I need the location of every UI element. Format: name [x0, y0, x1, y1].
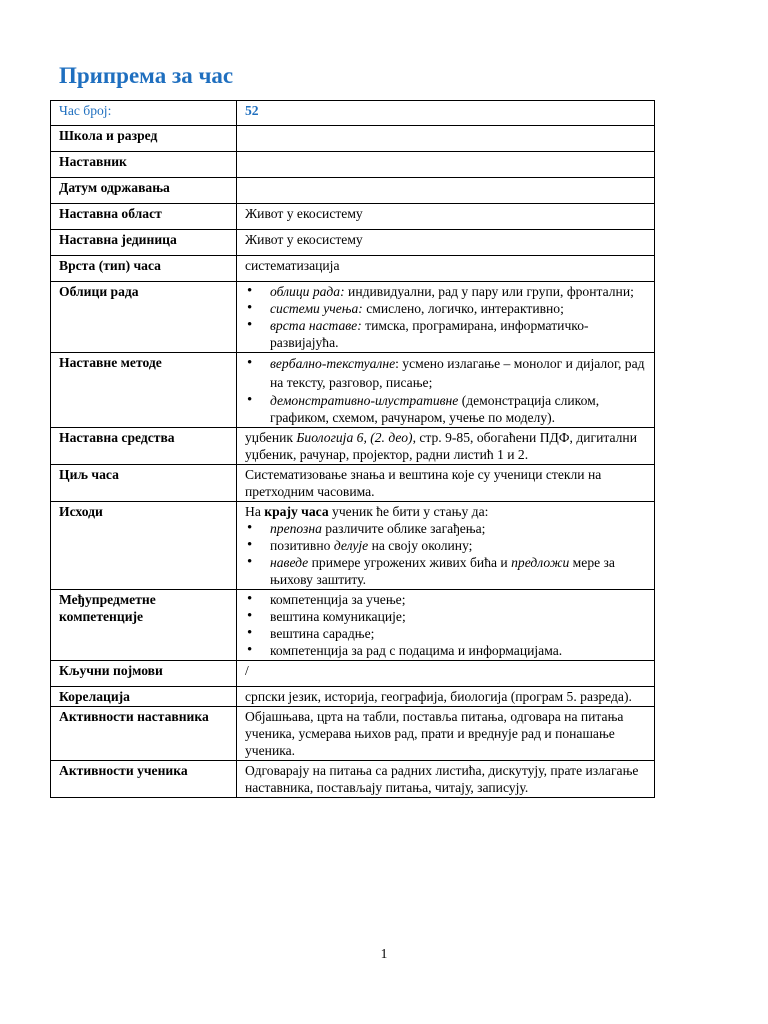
row-value: / — [237, 661, 655, 687]
row-label: Облици рада — [51, 282, 237, 353]
row-value: Живот у екосистему — [237, 230, 655, 256]
row-label: Корелација — [51, 687, 237, 707]
row-label: Наставник — [51, 152, 237, 178]
list-item: • препозна различите облике загађења; — [245, 520, 649, 537]
table-row — [51, 661, 655, 687]
list-item: • компетенција за рад с подацима и информацијама. — [245, 642, 649, 659]
list-item: • позитивно делује на своју околину; — [245, 537, 649, 554]
row-value — [237, 178, 655, 204]
row-value: систематизација — [237, 256, 655, 282]
list-item: • демонстративно-илустративне (демонстрација сликом, графиком, схемом, рачунаром, учење по моделу). — [245, 392, 649, 426]
list-item: • вештина сарадње; — [245, 625, 649, 642]
row-value: српски језик, историја, географија, биологија (програм 5. разреда). — [237, 687, 655, 707]
row-value: Живот у екосистему — [237, 204, 655, 230]
table-row — [51, 282, 655, 353]
table-row — [51, 761, 655, 798]
outcomes-intro: На крају часа ученик ће бити у стању да: — [245, 504, 489, 519]
row-label: Школа и разред — [51, 126, 237, 152]
list-item: • компетенција за учење; — [245, 591, 649, 608]
table-row — [51, 353, 655, 428]
list-item: • облици рада: индивидуални, рад у пару или групи, фронтални; — [245, 283, 649, 300]
row-value: Објашњава, црта на табли, поставља питања, одговара на питања ученика, усмерава њихов рад, прати и вреднује рад и понашање ученика. — [237, 707, 655, 761]
row-label: Кључни појмови — [51, 661, 237, 687]
row-value: уџбеник Биологија 6, (2. део), стр. 9-85, обогаћени ПДФ, дигитални уџбеник, рачунар, пројектор, радни листић 1 и 2. — [237, 428, 655, 465]
row-label: Циљ часа — [51, 465, 237, 502]
row-value — [237, 353, 655, 428]
table-row — [51, 204, 655, 230]
list-item: • врста наставе: тимска, програмирана, информатичко-развијајућа. — [245, 317, 649, 351]
row-label: Међупредметне компетенције — [51, 590, 237, 661]
row-label: Час број: — [51, 101, 237, 126]
list-item: • наведе примере угрожених живих бића и предложи мере за њихову заштиту. — [245, 554, 649, 588]
lesson-plan-table — [50, 100, 655, 798]
bullet-list — [245, 283, 649, 351]
bullet-list — [245, 520, 649, 588]
row-label: Наставна јединица — [51, 230, 237, 256]
table-row — [51, 230, 655, 256]
bullet-list — [245, 354, 649, 426]
list-item: • системи учења: смислено, логичко, интерактивно; — [245, 300, 649, 317]
row-value: 52 — [237, 101, 655, 126]
table-row — [51, 428, 655, 465]
table-row — [51, 152, 655, 178]
row-value — [237, 282, 655, 353]
table-row — [51, 178, 655, 204]
row-label: Активности ученика — [51, 761, 237, 798]
table-row — [51, 256, 655, 282]
row-value — [237, 152, 655, 178]
table-row — [51, 687, 655, 707]
table-row — [51, 502, 655, 590]
table-row — [51, 126, 655, 152]
table-row — [51, 101, 655, 126]
list-item: • вербално-текстуалне: усмено излагање – монолог и дијалог, рад на тексту, разговор, писање; — [245, 354, 649, 392]
row-value — [237, 502, 655, 590]
row-value — [237, 126, 655, 152]
page-title: Припрема за час — [59, 63, 234, 88]
bullet-list — [245, 591, 649, 659]
page-number: 1 — [380, 946, 388, 961]
row-label: Датум одржавања — [51, 178, 237, 204]
row-label: Активности наставника — [51, 707, 237, 761]
table-row — [51, 707, 655, 761]
row-label: Исходи — [51, 502, 237, 590]
table-row — [51, 590, 655, 661]
row-value: Систематизовање знања и вештина које су ученици стекли на претходним часовима. — [237, 465, 655, 502]
row-value — [237, 590, 655, 661]
list-item: • вештина комуникације; — [245, 608, 649, 625]
table-row — [51, 465, 655, 502]
row-label: Наставне методе — [51, 353, 237, 428]
row-label: Наставна област — [51, 204, 237, 230]
row-label: Наставна средства — [51, 428, 237, 465]
row-label: Врста (тип) часа — [51, 256, 237, 282]
row-value: Одговарају на питања са радних листића, дискутују, прате излагање наставника, постављају питања, читају, записују. — [237, 761, 655, 798]
